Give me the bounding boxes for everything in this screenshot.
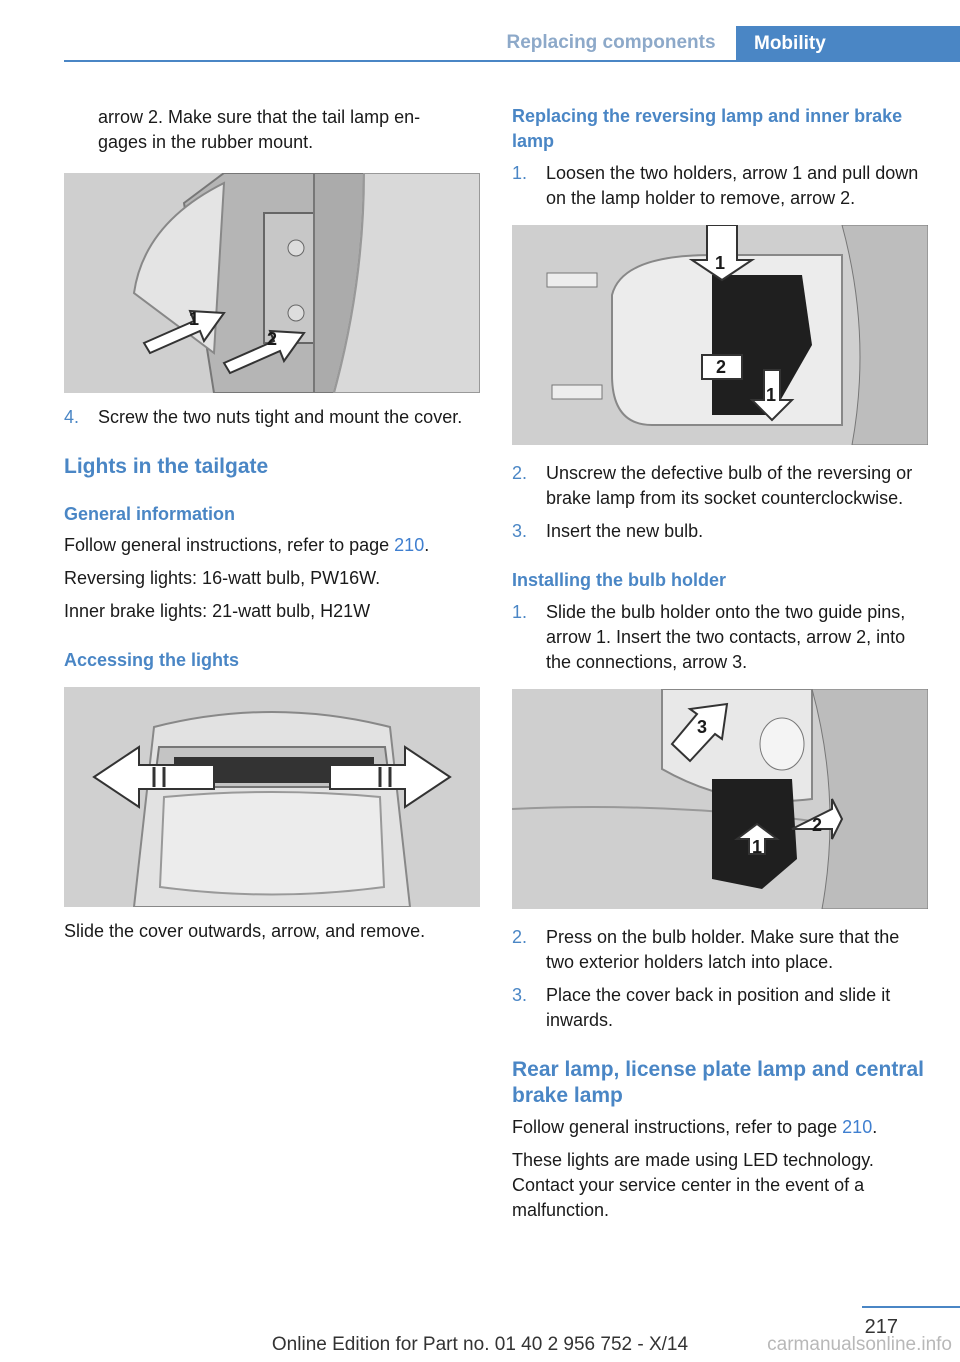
figure-install-bulb-holder [512,689,928,909]
figure-lamp-holder-removal [512,225,928,445]
step-number: 2. [512,927,528,947]
step-4 [64,405,480,430]
header-rule [64,60,960,62]
step-install-3 [512,983,928,1033]
figure-tail-lamp-mount [64,173,480,393]
step-number: 1. [512,602,528,622]
figure-label-2: 2 [812,815,823,835]
step-number: 3. [512,521,528,541]
step-number: 3. [512,985,528,1005]
inner-brake-lights-spec: Inner brake lights: 21-watt bulb, H21W [64,601,371,621]
subheading-installing-bulb-holder: Installing the bulb holder [512,570,726,590]
general-text: Follow general instructions, refer to page [64,535,395,555]
intro-line-2: gages in the rubber mount. [98,132,314,152]
rear-instructions [512,1115,928,1140]
subheading-general-information: General information [64,504,236,524]
figure-label-2: 2 [716,357,727,377]
heading-rear-lamp: Rear lamp, license plate lamp and central brake lamp [512,1058,924,1107]
figure-label-3: 3 [697,717,708,737]
page-ref-link[interactable]: 210 [842,1117,873,1137]
step-text: Loosen the two holders, arrow 1 and pull down on the lamp holder to remove, arrow 2. [546,163,919,208]
subheading-accessing-lights: Accessing the lights [64,650,240,670]
left-column [64,100,480,944]
figure-label-1-top: 1 [715,253,726,273]
step-text: Unscrew the defective bulb of the reversing or brake lamp from its socket counterclockwise. [546,463,913,508]
heading-lights-in-tailgate: Lights in the tailgate [64,455,269,478]
step-text: Press on the bulb holder. Make sure that the two exterior holders latch into place. [546,927,900,972]
general-text-end: . [424,535,430,555]
step-text: Slide the bulb holder onto the two guide pins, arrow 1. Insert the two contacts, arrow 2, into the connections, arrow 3. [546,602,906,672]
reversing-lights-spec: Reversing lights: 16-watt bulb, PW16W. [64,568,381,588]
watermark: carmanualsonline.info [767,1334,952,1355]
general-instructions [64,533,480,558]
step-text: Screw the two nuts tight and mount the cover. [98,407,463,427]
subheading-replacing-lamp: Replacing the reversing lamp and inner brake lamp [512,106,903,151]
step-number: 1. [512,163,528,183]
running-header-section: Replacing components [506,32,716,53]
step-replace-1 [512,161,928,211]
rear-text: Follow general instructions, refer to page [512,1117,843,1137]
figure-label-1-bottom: 1 [766,385,777,405]
step-text: Insert the new bulb. [546,521,704,541]
page-ref-link[interactable]: 210 [394,535,425,555]
slide-cover-instruction: Slide the cover outwards, arrow, and remove. [64,921,426,941]
page-number: 217 [864,1316,898,1338]
running-header-chapter: Mobility [736,26,960,62]
figure-tailgate-cover [64,687,480,907]
figure-label-2: 2 [267,329,278,349]
step-number: 4. [64,407,80,427]
step-install-2 [512,925,928,975]
step-replace-2 [512,461,928,511]
edition-footer: Online Edition for Part no. 01 40 2 956 752 - X/14 [271,1334,689,1355]
figure-label-1: 1 [189,309,200,329]
page-number-rule [862,1306,960,1308]
step-install-1 [512,600,928,675]
led-technology-note: These lights are made using LED technology. Contact your service center in the event of a malfunction. [512,1150,874,1220]
step-text: Place the cover back in position and slide it inwards. [546,985,891,1030]
step-replace-3 [512,519,928,544]
figure-label-1: 1 [752,837,763,857]
rear-text-end: . [872,1117,878,1137]
step-number: 2. [512,463,528,483]
right-column [512,100,928,1223]
intro-line-1: arrow 2. Make sure that the tail lamp en- [98,107,421,127]
